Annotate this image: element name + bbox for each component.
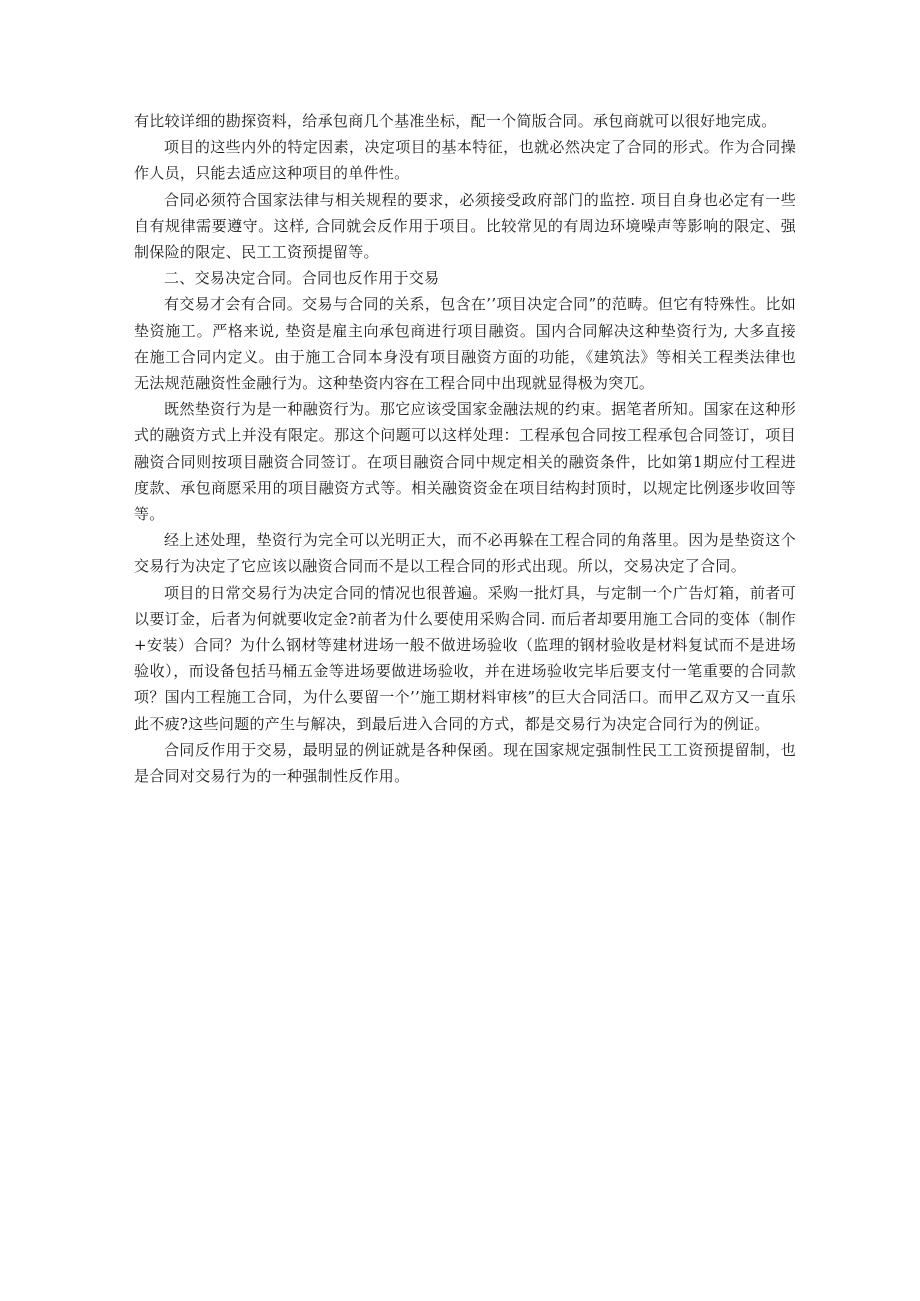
paragraph-contract-reaction: 合同反作用于交易，最明显的例证就是各种保函。现在国家规定强制性民工工资预提留制，也是合同对交易行为的一种强制性反作用。 [134, 740, 796, 786]
paragraph-financing: 既然垫资行为是一种融资行为。那它应该受国家金融法规的约束。据笔者所知。国家在这种形式的融资方式上并没有限定。那这个问题可以这样处理：工程承包合同按工程承包合同签订，项目融资合同则按项目融资合同签订。在项目融资合同中规定相关的融资条件，比如第1期应付工程进度款、承包商愿采用的项目融资方式等。相关融资资金在项目结构封顶时，以规定比例逐步收回等等。 [134, 400, 796, 524]
paragraph-continuation: 有比较详细的勘探资料，给承包商几个基准坐标，配一个简版合同。承包商就可以很好地完成。 [134, 112, 777, 130]
paragraph-legal-compliance: 合同必须符合国家法律与相关规程的要求，必须接受政府部门的监控. 项目自身也必定有一些自有规律需要遵守。这样, 合同就会反作用于项目。比较常见的有周边环境噪声等影响的限定、强制保险的限定、民工工资预提留等。 [134, 190, 796, 262]
paragraph-treatment: 经上述处理，垫资行为完全可以光明正大，而不必再躲在工程合同的角落里。因为是垫资这个交易行为决定了它应该以融资合同而不是以工程合同的形式出现。所以，交易决定了合同。 [134, 531, 796, 576]
paragraph-daily-transactions: 项目的日常交易行为决定合同的情况也很普遍。采购一批灯具，与定制一个广告灯箱，前者可以要订金，后者为何就要收定金?前者为什么要使用采购合同. 而后者却要用施工合同的变体（制作+安装）合同？为什么钢材等建材进场一般不做进场验收（监理的钢材验收是材料复试而不是进场验收），而设备包括马桶五金等进场要做进场验收，并在进场验收完毕后要支付一笔重要的合同款项？国内工程施工合同，为什么要留一个’’施工期材料审核”的巨大合同活口。而甲乙双方又一直乐此不疲?这些问题的产生与解决，到最后进入合同的方式，都是交易行为决定合同行为的例证。 [134, 583, 796, 733]
paragraph-project-factors: 项目的这些内外的特定因素，决定项目的基本特征，也就必然决定了合同的形式。作为合同操作人员，只能去适应这种项目的单件性。 [134, 138, 796, 183]
paragraph-transaction-contract: 有交易才会有合同。交易与合同的关系，包含在’’项目决定合同”的范畴。但它有特殊性。比如垫资施工。严格来说, 垫资是雇主向承包商进行项目融资。国内合同解决这种垫资行为, 大多直接在施工合同内定义。由于施工合同本身没有项目融资方面的功能，《建筑法》等相关工程类法律也无法规范融资性金融行为。这种垫资内容在工程合同中出现就显得极为突兀。 [134, 295, 796, 393]
document-page [134, 108, 796, 789]
section-heading-transaction: 二、交易决定合同。合同也反作用于交易 [164, 269, 440, 288]
